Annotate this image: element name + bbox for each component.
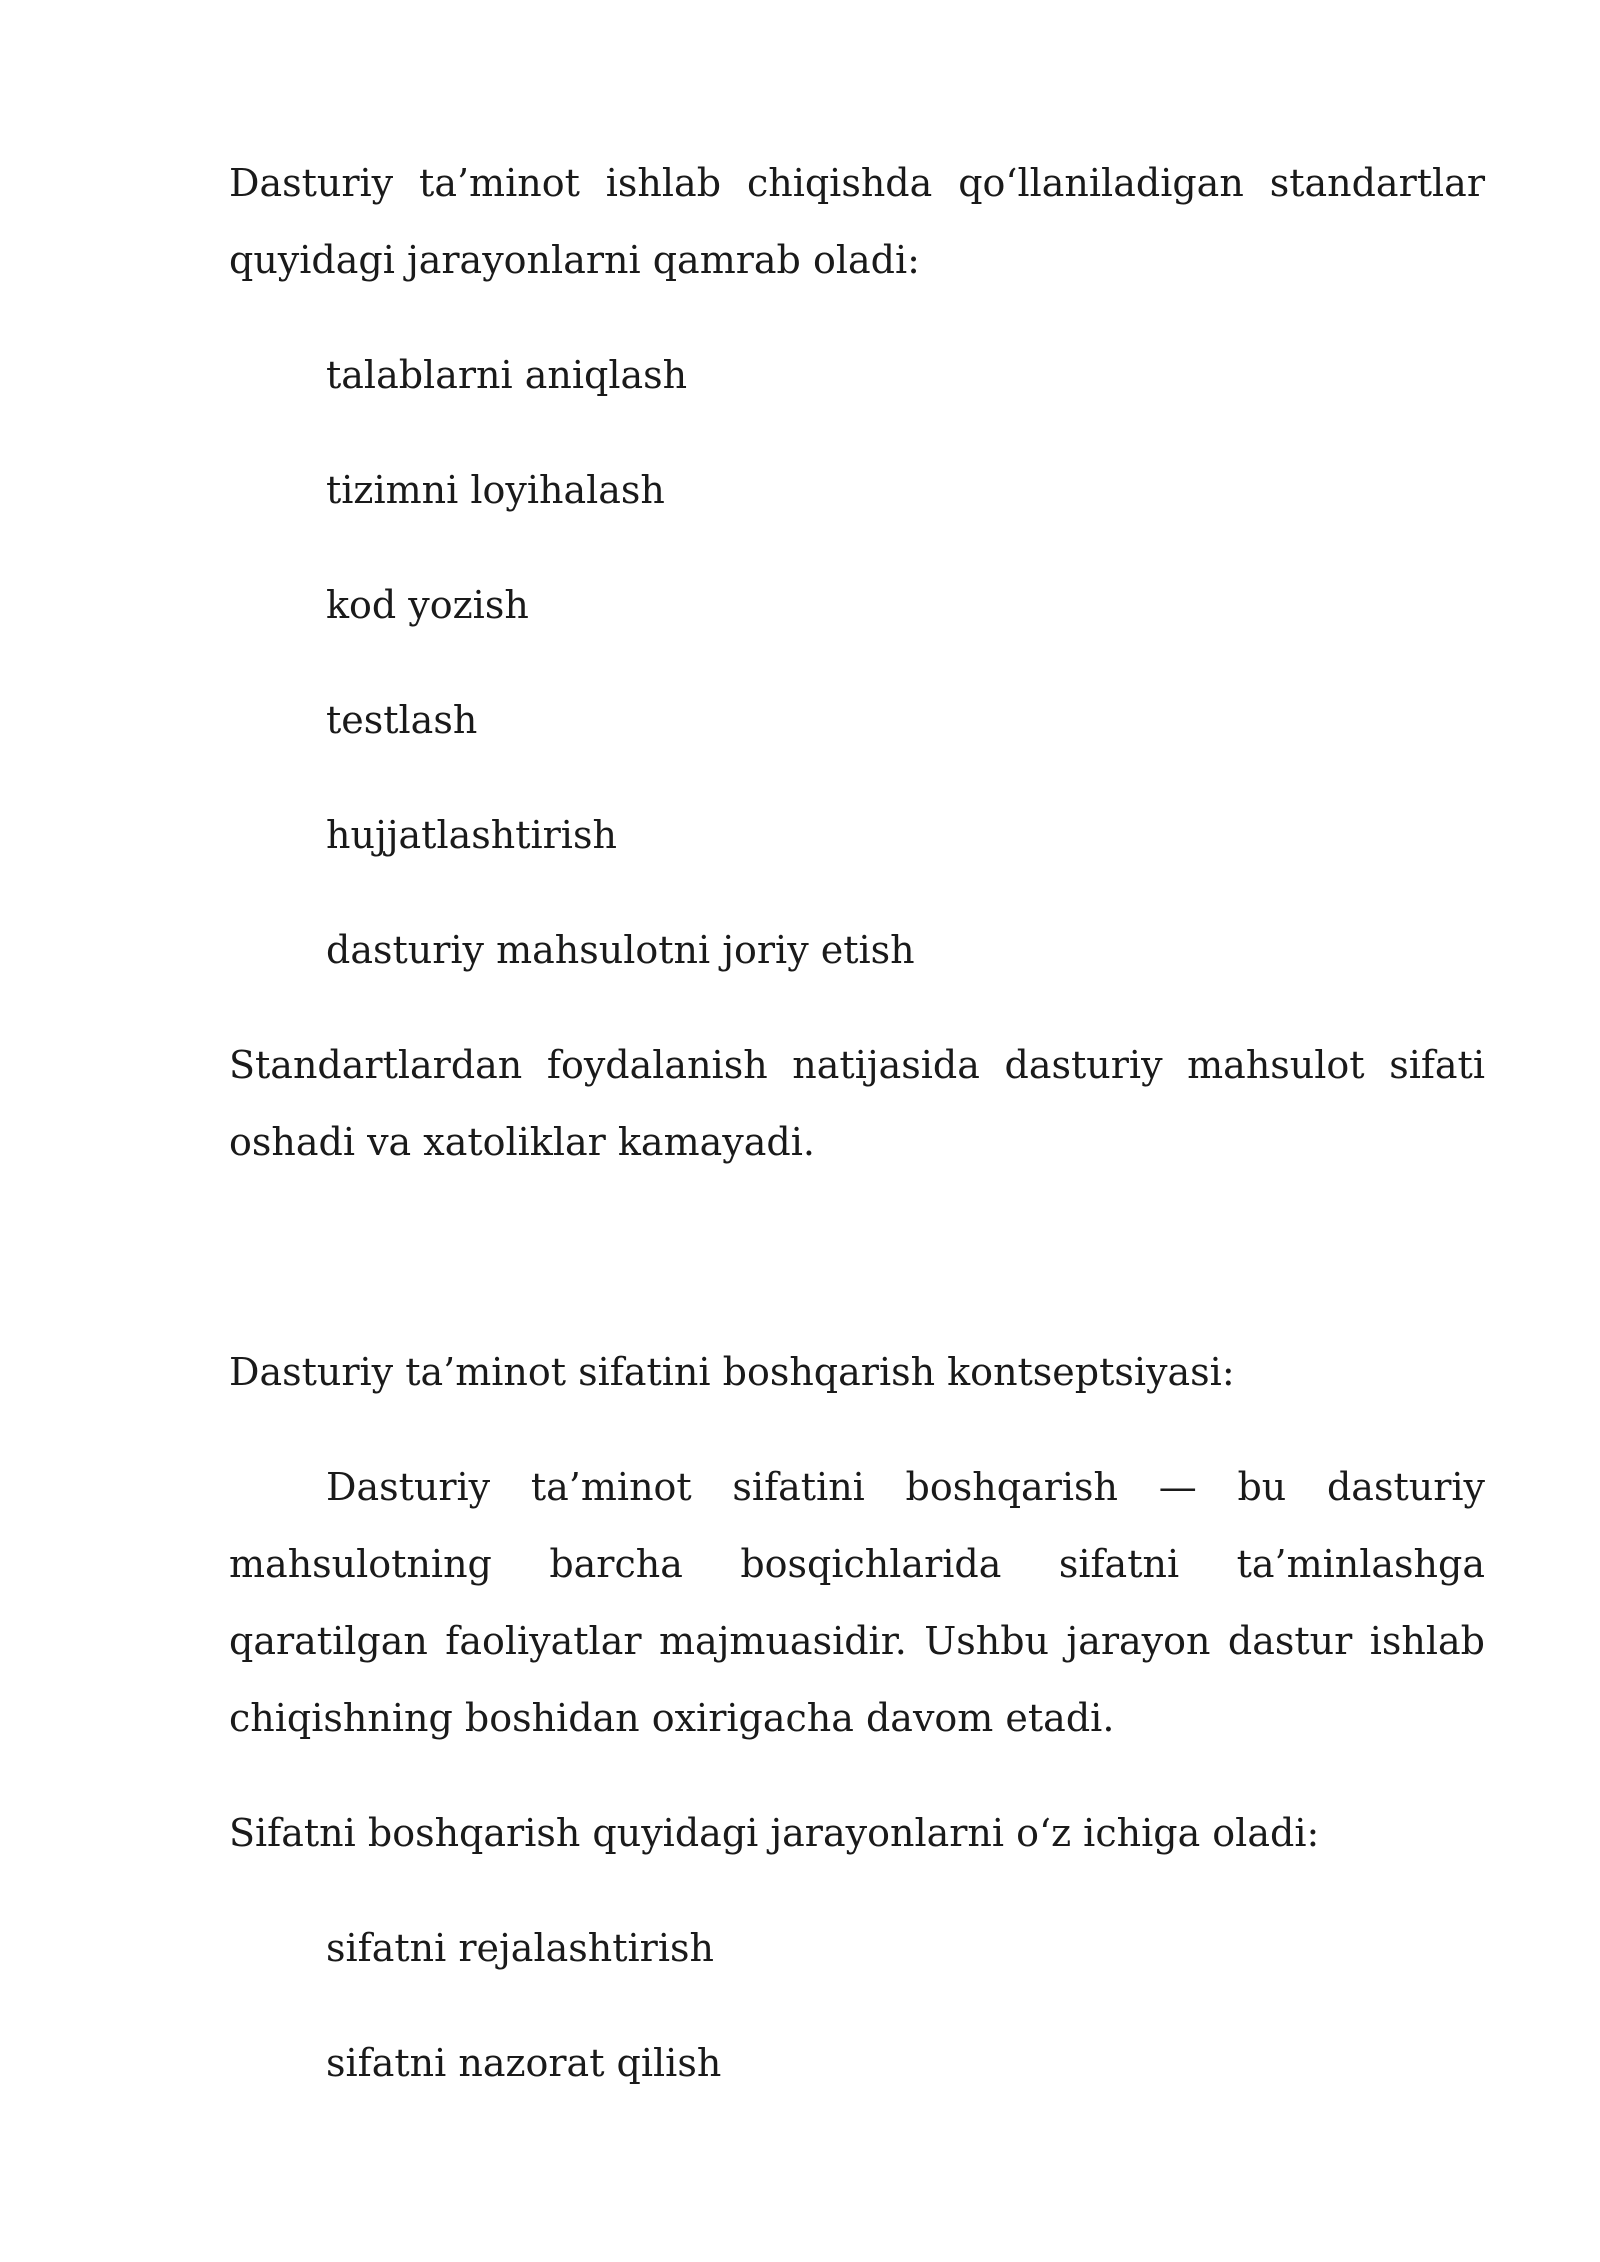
list-item: dasturiy mahsulotni joriy etish [326,928,915,972]
quality-management-definition: Dasturiy ta’minot sifatini boshqarish — bu dasturiy mahsulotning barcha bosqichlarida sifatni ta’minlashga qaratilgan faoliyatlar majmuasidir. Ushbu jarayon dastur ishlab chiqishning boshidan oxirigacha davom etadi. [229,1465,1485,1740]
list-item: testlash [326,698,478,742]
list-item: talablarni aniqlash [326,353,688,397]
list-item: hujjatlashtirish [326,813,617,857]
list-item: sifatni rejalashtirish [326,1926,714,1970]
quality-management-heading: Dasturiy ta’minot sifatini boshqarish kontseptsiyasi: [229,1350,1235,1394]
standards-conclusion-paragraph: Standartlardan foydalanish natijasida dasturiy mahsulot sifati oshadi va xatoliklar kamayadi. [229,1043,1485,1164]
document-page [229,145,1485,2102]
standards-intro-paragraph: Dasturiy ta’minot ishlab chiqishda qo‘llaniladigan standartlar quyidagi jarayonlarni qamrab oladi: [229,161,1485,282]
list-item: sifatni nazorat qilish [326,2041,722,2085]
list-item: tizimni loyihalash [326,468,665,512]
standards-process-list [229,337,1485,989]
list-item: kod yozish [326,583,529,627]
quality-management-intro: Sifatni boshqarish quyidagi jarayonlarni o‘z ichiga oladi: [229,1811,1320,1855]
quality-process-list [229,1910,1485,2102]
